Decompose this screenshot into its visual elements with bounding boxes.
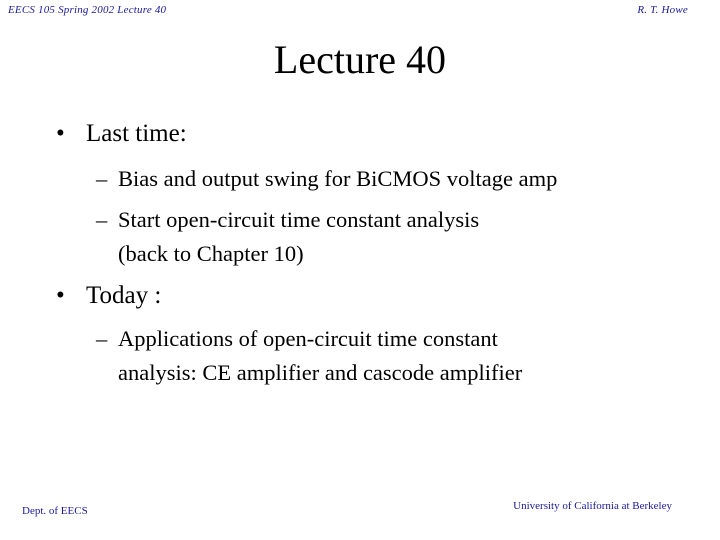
sub-item-applications <box>96 322 522 390</box>
bullet-text: Today : <box>86 282 162 309</box>
sub-text-line: Start open-circuit time constant analysis <box>118 207 480 232</box>
sub-text-line: (back to Chapter 10) <box>118 241 304 266</box>
sub-text-line: analysis: CE amplifier and cascode amplifier <box>118 360 523 385</box>
sub-item-bias-output-swing <box>96 162 557 196</box>
header-course-info: EECS 105 Spring 2002 Lecture 40 <box>8 4 167 16</box>
footer-university: University of California at Berkeley <box>513 500 672 512</box>
sub-marker: – <box>96 207 108 232</box>
bullet-marker: • <box>56 282 65 309</box>
slide-title: Lecture 40 <box>273 37 447 82</box>
bullet-text: Last time: <box>86 120 187 147</box>
sub-marker: – <box>96 326 108 351</box>
bullet-today <box>56 282 161 310</box>
header-author: R. T. Howe <box>637 4 688 16</box>
sub-item-open-circuit-analysis <box>96 203 479 271</box>
sub-text-line: Applications of open-circuit time constant <box>118 326 498 351</box>
sub-marker: – <box>96 166 108 191</box>
footer-department: Dept. of EECS <box>22 505 88 517</box>
bullet-marker: • <box>56 120 65 147</box>
sub-text-line: Bias and output swing for BiCMOS voltage amp <box>118 166 558 191</box>
bullet-last-time <box>56 120 187 148</box>
